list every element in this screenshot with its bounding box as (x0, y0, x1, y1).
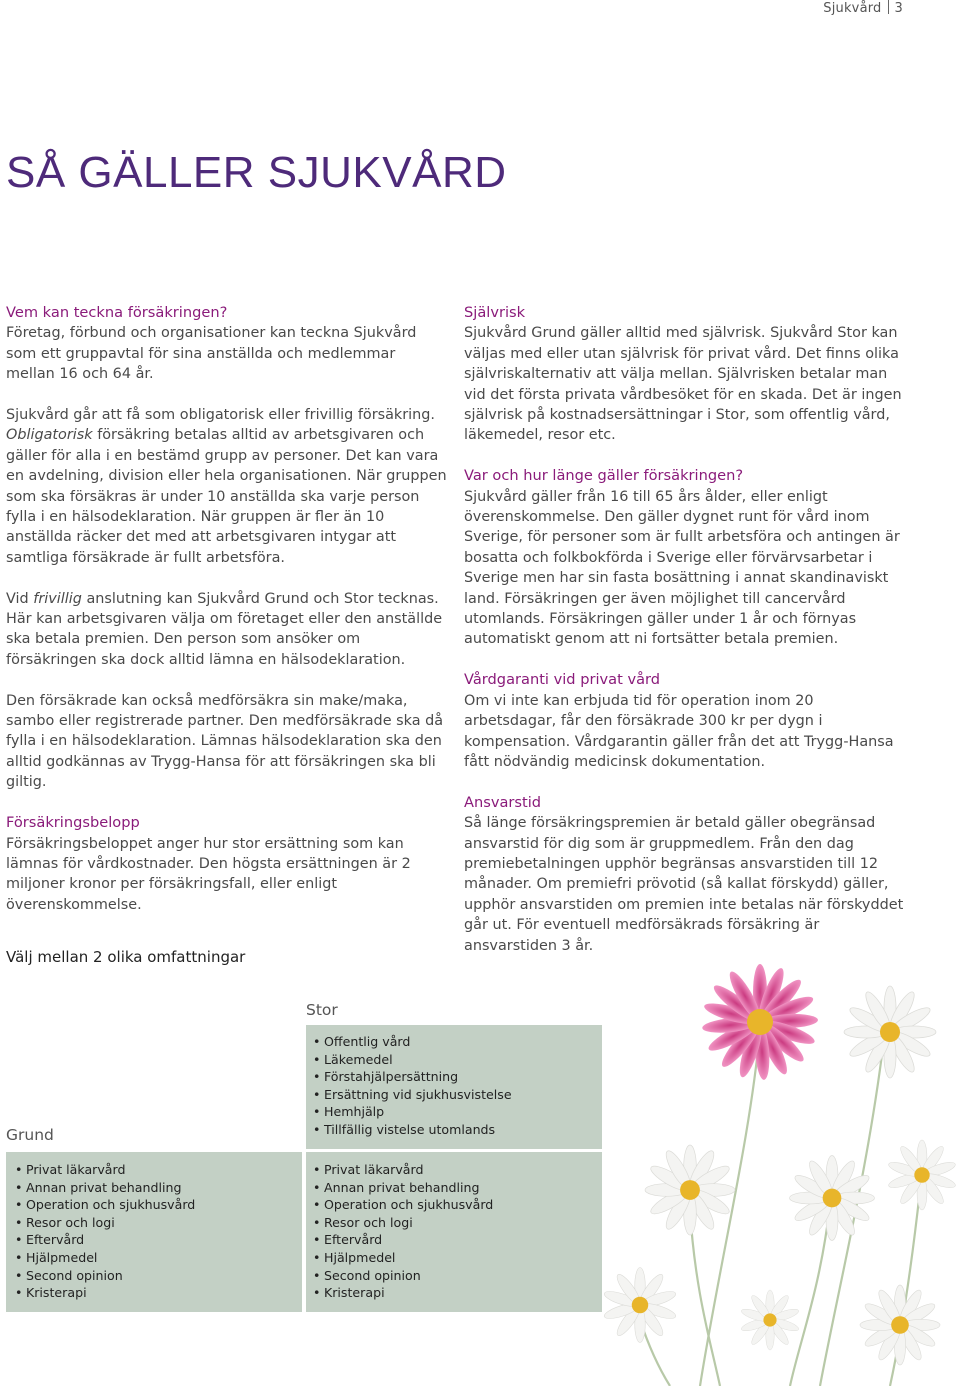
list-item: • Offentlig vård (312, 1033, 602, 1051)
running-head (823, 0, 903, 16)
who-section (6, 303, 448, 385)
pink-daisy (702, 964, 819, 1080)
list-item: • Läkemedel (312, 1051, 602, 1069)
list-item: • Operation och sjukhusvård (14, 1196, 302, 1214)
liability-section (464, 793, 910, 956)
list-item: • Hemhjälp (312, 1103, 602, 1121)
list-item: • Annan privat behandling (312, 1179, 602, 1197)
stor-list (312, 1161, 602, 1302)
obligatory-text: försäkring betalas alltid av arbetsgivaren och gäller för alla i en bestämd grupp av personer. Det kan vara en avdelning, division eller hela organisationen. När gruppen som ska försäkras är under 10 anställda ska varje person fylla i en hälsodeklaration. När gruppen är fler än 10 anställda räcker det med att arbetsgivaren intygar att samtliga försäkrade är fullt arbetsföra. (6, 427, 447, 566)
amount-heading: Försäkringsbelopp (6, 814, 140, 832)
list-item: • Second opinion (14, 1267, 302, 1285)
list-item: • Kristerapi (312, 1284, 602, 1302)
left-column (6, 303, 448, 936)
liability-text: Så länge försäkringspremien är betald gäller obegränsad ansvarstid för dig som är gruppmedlem. Från den dag premiebetalningen upphör begränsas ansvarstiden till 12 månader. Om premiefri prövotid (så kallat förskydd) gäller, upphör ansvarstiden om premien inte betalas när förskyddet går ut. För eventuell medförsäkrads försäkring är ansvarstiden 3 år. (464, 815, 904, 954)
daisy-flowers-illustration (600, 960, 960, 1386)
page-number: 3 (894, 1, 903, 16)
deductible-text: Sjukvård Grund gäller alltid med självrisk. Sjukvård Stor kan väljas med eller utan självrisk för privat vård. Det finns olika självriskalternativ att välja mellan. Självrisken betalar man vid det första privata vårdbesöket för en skada. Det är ingen självrisk på kostnadsersättningar i Stor, som offentlig vård, läkemedel, resor etc. (464, 325, 902, 444)
list-item: • Annan privat behandling (14, 1179, 302, 1197)
amount-text: Försäkringsbeloppet anger hur stor ersättning som kan lämnas för vårdkostnader. Den högsta ersättningen är 2 miljoner kronor per försäkringsfall, eller enligt överenskommelse. (6, 835, 411, 913)
right-column (464, 303, 910, 976)
grund-box (6, 1152, 302, 1312)
list-item: • Hjälpmedel (14, 1249, 302, 1267)
page-title: SÅ GÄLLER SJUKVÅRD (6, 148, 507, 197)
list-item: • Privat läkarvård (14, 1161, 302, 1179)
list-item: • Eftervård (14, 1231, 302, 1249)
where-when-section (464, 466, 910, 650)
obligatory-term: Obligatorisk (6, 427, 93, 444)
list-item: • Operation och sjukhusvård (312, 1196, 602, 1214)
list-item: • Kristerapi (14, 1284, 302, 1302)
voluntary-term: frivillig (33, 590, 82, 607)
grund-label: Grund (6, 1126, 54, 1144)
options-heading: Välj mellan 2 olika omfattningar (6, 948, 246, 966)
white-daisy (603, 1268, 678, 1343)
guarantee-section (464, 670, 910, 772)
white-daisy (740, 1290, 800, 1350)
white-daisy (860, 1285, 940, 1365)
deductible-section (464, 303, 910, 446)
stor-extra-box (306, 1025, 602, 1149)
amount-section (6, 813, 448, 915)
white-daisy (887, 1140, 957, 1210)
guarantee-heading: Vårdgaranti vid privat vård (464, 671, 661, 689)
who-text: Företag, förbund och organisationer kan teckna Sjukvård som ett gruppavtal för sina anställda och medlemmar mellan 16 och 64 år. (6, 325, 417, 383)
co-insured-paragraph: Den försäkrade kan också medförsäkra sin make/maka, sambo eller registrerade partner. Den medförsäkrade ska då fylla i en hälsodeklaration. Lämnas hälsodeklaration ska den alltid godkännas av Trygg-Hansa för att försäkringen ska bli giltig. (6, 692, 444, 791)
who-heading: Vem kan teckna försäkringen? (6, 304, 228, 321)
grund-list (14, 1161, 302, 1302)
voluntary-section (6, 589, 448, 671)
voluntary-text: anslutning kan Sjukvård Grund och Stor tecknas. Här kan arbetsgivaren välja om företaget eller den anställde ska betala premien. Den person som ansöker om försäkringen ska dock alltid lämna en hälsodeklaration. (6, 590, 443, 668)
list-item: • Privat läkarvård (312, 1161, 602, 1179)
deductible-heading: Självrisk (464, 304, 526, 321)
guarantee-text: Om vi inte kan erbjuda tid för operation inom 20 arbetsdagar, får den försäkrade 300 kr per dygn i kompensation. Vårdgarantin gäller från det att Trygg-Hansa fått nödvändig medicinsk dokumentation. (464, 692, 894, 770)
list-item: • Ersättning vid sjukhusvistelse (312, 1086, 602, 1104)
running-head-divider (888, 0, 889, 14)
stor-extra-list (312, 1033, 602, 1139)
white-daisy (790, 1156, 875, 1241)
obligatory-lead: Sjukvård går att få som obligatorisk eller frivillig försäkring. (6, 407, 435, 424)
where-when-text: Sjukvård gäller från 16 till 65 års ålder, eller enligt överenskommelse. Den gäller dygnet runt för vård inom Sverige, för personer som är fullt arbetsföra och antingen är bosatta och folkbokförda i Sverige eller förvärvsarbetar i Sverige men har sin fasta bosättning i annat skandinaviskt land. Försäkringen ger även möjlighet till cancervård utomlands. Försäkringen gäller under 1 år och förnyas automatiskt genom att ni fortsätter betala premien. (464, 488, 900, 648)
list-item: • Eftervård (312, 1231, 602, 1249)
white-daisy (844, 986, 936, 1078)
list-item: • Resor och logi (312, 1214, 602, 1232)
list-item: • Resor och logi (14, 1214, 302, 1232)
where-when-heading: Var och hur länge gäller försäkringen? (464, 467, 744, 485)
liability-heading: Ansvarstid (464, 793, 542, 811)
running-head-section: Sjukvård (823, 1, 882, 16)
white-daisy (645, 1145, 735, 1235)
obligatory-section (6, 405, 448, 568)
voluntary-prefix: Vid (6, 590, 29, 607)
stor-box (306, 1152, 602, 1312)
list-item: • Tillfällig vistelse utomlands (312, 1121, 602, 1139)
list-item: • Second opinion (312, 1267, 602, 1285)
stor-label: Stor (306, 1001, 338, 1019)
list-item: • Hjälpmedel (312, 1249, 602, 1267)
list-item: • Förstahjälpersättning (312, 1068, 602, 1086)
